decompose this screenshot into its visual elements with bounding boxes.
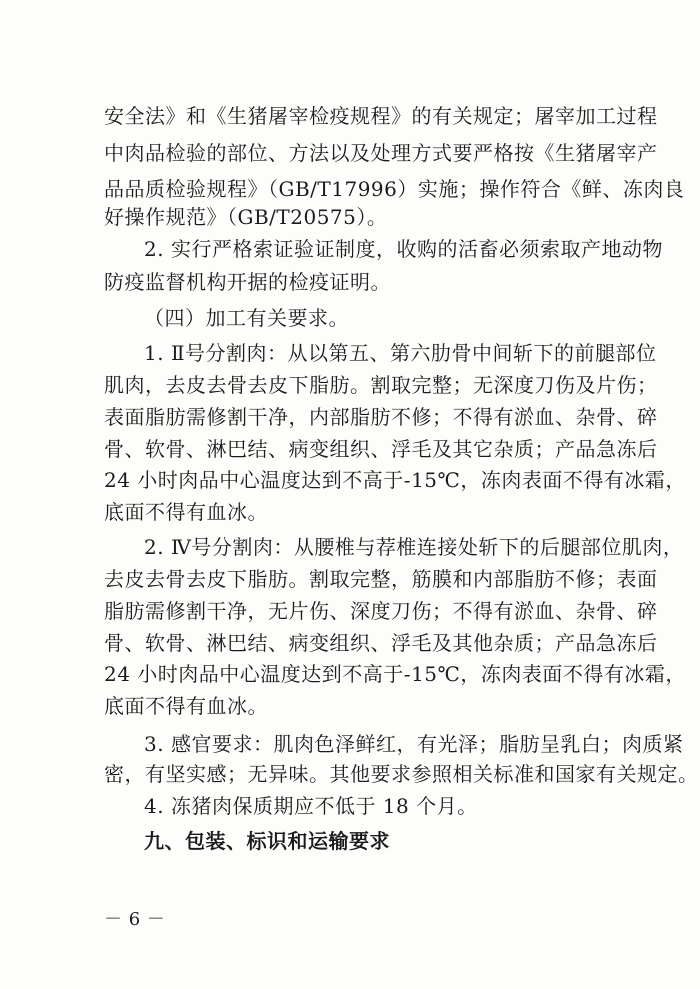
text-line: 肌肉，去皮去骨去皮下脂肪。割取完整；无深度刀伤及片伤； [104, 373, 658, 397]
text-line: 24 小时肉品中心温度达到不高于-15℃，冻肉表面不得有冰霜， [104, 468, 686, 492]
text-line: 好操作规范》（GB/T20575）。 [104, 205, 388, 229]
text-line: 中肉品检验的部位、方法以及处理方式要严格按《生猪屠宰产 [104, 141, 658, 165]
text-line: 骨、软骨、淋巴结、病变组织、浮毛及其它杂质；产品急冻后 [104, 437, 658, 461]
text-line: 去皮去骨去皮下脂肪。割取完整，筋膜和内部脂肪不修；表面 [104, 567, 658, 591]
text-line: 24 小时肉品中心温度达到不高于-15℃，冻肉表面不得有冰霜， [104, 662, 686, 686]
paragraph-start-line: 2. 实行严格索证验证制度，收购的活畜必须索取产地动物 [144, 237, 663, 261]
text-line: 底面不得有血冰。 [104, 500, 268, 524]
text-line: 安全法》和《生猪屠宰检疫规程》的有关规定；屠宰加工过程 [104, 104, 658, 128]
page-number: － 6 － [104, 909, 166, 930]
section-heading: 九、包装、标识和运输要求 [144, 829, 390, 853]
paragraph-start-line: 1. Ⅱ号分割肉：从以第五、第六肋骨中间斩下的前腿部位 [144, 341, 657, 365]
paragraph-start-line: 4. 冻猪肉保质期应不低于 18 个月。 [144, 794, 478, 818]
subsection-heading: （四）加工有关要求。 [144, 306, 349, 330]
text-line: 品品质检验规程》（GB/T17996）实施；操作符合《鲜、冻肉良 [104, 177, 685, 201]
text-line: 表面脂肪需修割干净，内部脂肪不修；不得有淤血、杂骨、碎 [104, 405, 658, 429]
text-line: 防疫监督机构开据的检疫证明。 [104, 270, 391, 294]
paragraph-start-line: 2. Ⅳ号分割肉：从腰椎与荐椎连接处斩下的后腿部位肌肉， [144, 535, 684, 559]
text-line: 骨、软骨、淋巴结、病变组织、浮毛及其他杂质；产品急冻后 [104, 631, 658, 655]
paragraph-start-line: 3. 感官要求：肌肉色泽鲜红，有光泽；脂肪呈乳白；肉质紧 [144, 732, 684, 756]
text-line: 密，有坚实感；无异味。其他要求参照相关标准和国家有关规定。 [104, 762, 699, 786]
text-line: 底面不得有血冰。 [104, 694, 268, 718]
text-line: 脂肪需修割干净，无片伤、深度刀伤；不得有淤血、杂骨、碎 [104, 599, 658, 623]
